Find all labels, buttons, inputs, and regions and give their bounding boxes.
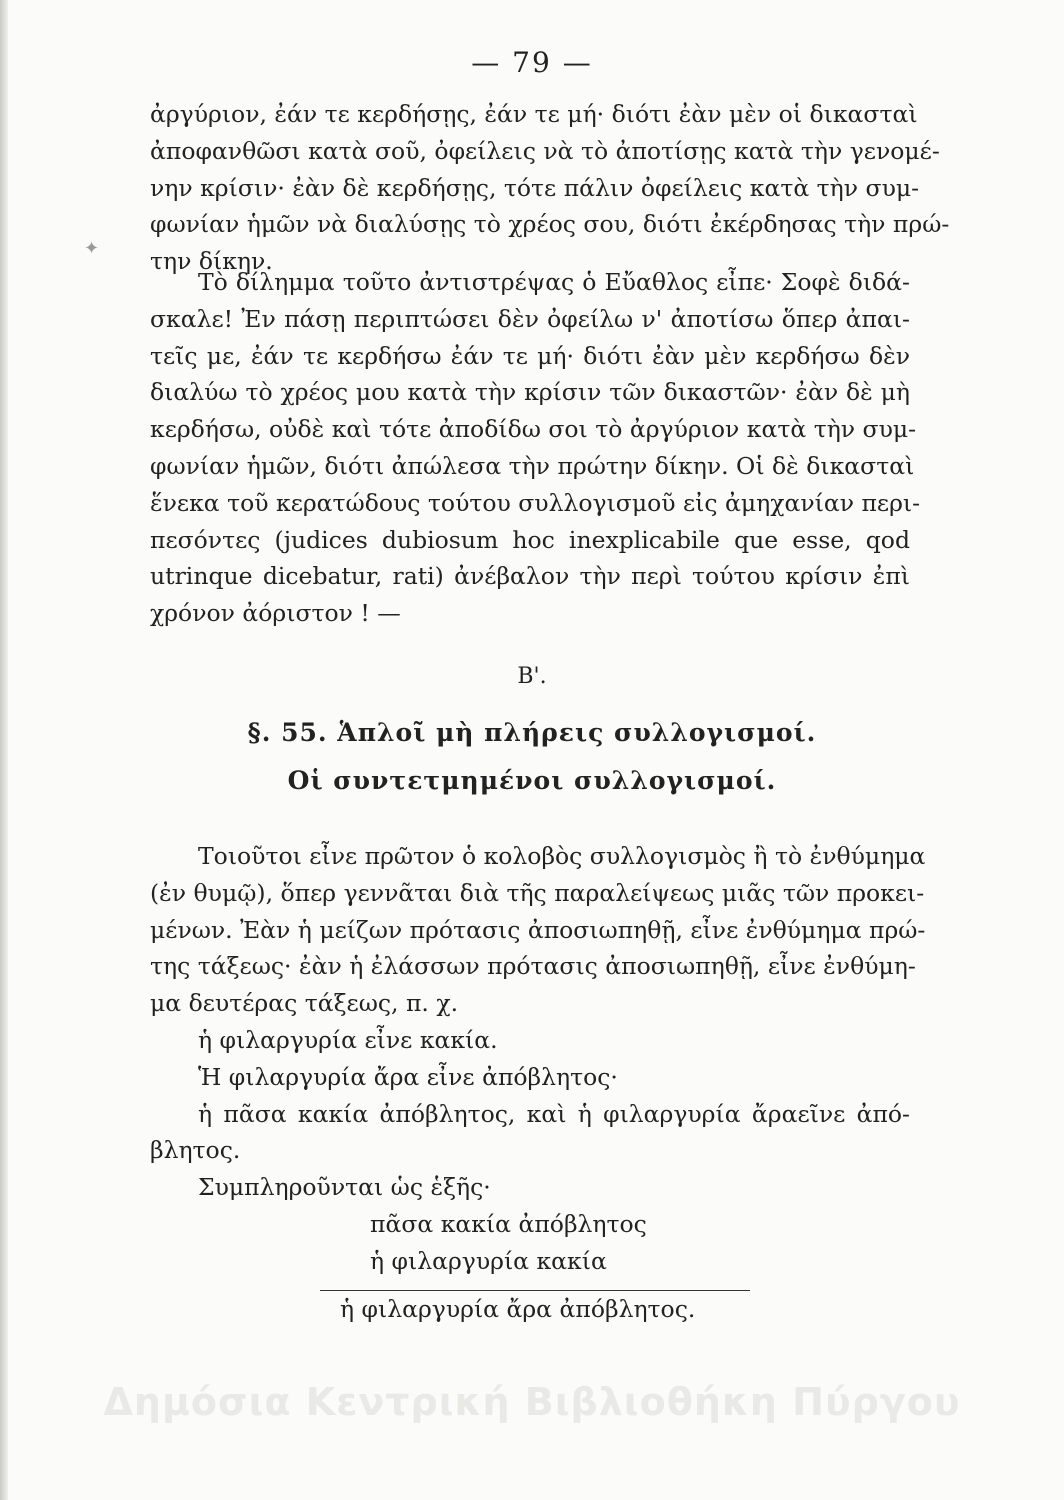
- section-heading: §. 55. Ἁπλοῖ μὴ πλήρεις συλλογισμοί.: [247, 718, 817, 747]
- text-line: Τὸ δίλημμα τοῦτο ἀντιστρέψας ὁ Εὔαθλος εἶπε· Σοφὲ διδά-: [198, 268, 910, 296]
- text-line: ἀποφανθῶσι κατὰ σοῦ, ὀφείλεις νὰ τὸ ἀποτίσῃς κατὰ τὴν γενομέ-: [150, 136, 940, 165]
- text-line: πεσόντες (judices dubiosum hoc inexplicabile que esse, qod: [150, 525, 910, 554]
- text-line: utrinque dicebatur, rati) ἀνέβαλον τὴν περὶ τούτου κρίσιν ἐπὶ: [150, 562, 910, 591]
- text-line: κερδήσω, οὐδὲ καὶ τότε ἀποδίδω σοι τὸ ἀργύριον κατὰ τὴν συμ-: [150, 415, 917, 444]
- text-line: διαλύω τὸ χρέος μου κατὰ τὴν κρίσιν τῶν δικαστῶν· ἐὰν δὲ μὴ: [150, 378, 910, 407]
- page-edge: [0, 0, 8, 1500]
- example-line: ἡ πᾶσα κακία ἀπόβλητος, καὶ ἡ φιλαργυρία ἄραεῖνε ἀπό-: [198, 1099, 910, 1128]
- text-line: ἕνεκα τοῦ κερατώδους τούτου συλλογισμοῦ εἰς ἀμηχανίαν περι-: [150, 488, 921, 517]
- library-watermark: Δημόσια Κεντρική Βιβλιοθήκη Πύργου: [103, 1380, 961, 1424]
- section-subheading: Οἱ συντετμημένοι συλλογισμοί.: [287, 766, 777, 795]
- text-line: τεῖς με, ἐάν τε κερδήσω ἐάν τε μή· διότι ἐὰν μὲν κερδήσω δὲν: [150, 341, 910, 370]
- text-line: σκαλε! Ἐν πάσῃ περιπτώσει δὲν ὀφείλω ν' ἀποτίσω ὅπερ ἀπαι-: [150, 304, 910, 333]
- syllogism-premise: πᾶσα κακία ἀπόβλητος: [370, 1209, 647, 1238]
- paragraph-1: [150, 96, 950, 280]
- text-line: νην κρίσιν· ἐὰν δὲ κερδήσῃς, τότε πάλιν ὀφείλεις κατὰ τὴν συμ-: [150, 173, 920, 202]
- syllogism-premise: ἡ φιλαργυρία κακία: [370, 1246, 607, 1275]
- syllogism-conclusion: ἡ φιλαργυρία ἄρα ἀπόβλητος.: [320, 1290, 750, 1328]
- page-number: — 79 —: [471, 46, 593, 79]
- text-line: της τάξεως· ἐὰν ἡ ἐλάσσων πρότασις ἀποσιωπηθῇ, εἶνε ἐνθύμη-: [150, 952, 916, 981]
- text-line: μένων. Ἐὰν ἡ μείζων πρότασις ἀποσιωπηθῇ, εἶνε ἐνθύμημα πρώ-: [150, 915, 926, 944]
- text-line: Τοιοῦτοι εἶνε πρῶτον ὁ κολοβὸς συλλογισμὸς ἢ τὸ ἐνθύμημα: [198, 842, 926, 870]
- text-line: φωνίαν ἡμῶν, διότι ἀπώλεσα τὴν πρώτην δίκην. Οἱ δὲ δικασταὶ: [150, 451, 915, 480]
- text-line: μα δευτέρας τάξεως, π. χ.: [150, 989, 459, 1018]
- paragraph-2: [150, 264, 921, 632]
- text-line: Συμπληροῦνται ὡς ἑξῆς·: [198, 1173, 491, 1202]
- text-line: ἀργύριον, ἐάν τε κερδήσῃς, ἐάν τε μή· διότι ἐὰν μὲν οἱ δικασταὶ: [150, 100, 918, 128]
- example-line: βλητος.: [150, 1136, 241, 1165]
- margin-mark: ✦: [84, 238, 100, 259]
- text-line: την δίκην.: [150, 247, 273, 276]
- example-line: Ἡ φιλαργυρία ἄρα εἶνε ἀπόβλητος·: [198, 1062, 618, 1091]
- example-line: ἡ φιλαργυρία εἶνε κακία.: [198, 1025, 498, 1054]
- text-line: χρόνον ἀόριστον ! —: [150, 599, 401, 628]
- text-line: (ἐν θυμῷ), ὅπερ γεννᾶται διὰ τῆς παραλείψεως μιᾶς τῶν προκει-: [150, 878, 925, 907]
- text-line: φωνίαν ἡμῶν νὰ διαλύσῃς τὸ χρέος σου, διότι ἐκέρδησας τὴν πρώ-: [150, 210, 950, 239]
- section-mark: Β'.: [517, 664, 547, 689]
- paragraph-3: [150, 838, 926, 1327]
